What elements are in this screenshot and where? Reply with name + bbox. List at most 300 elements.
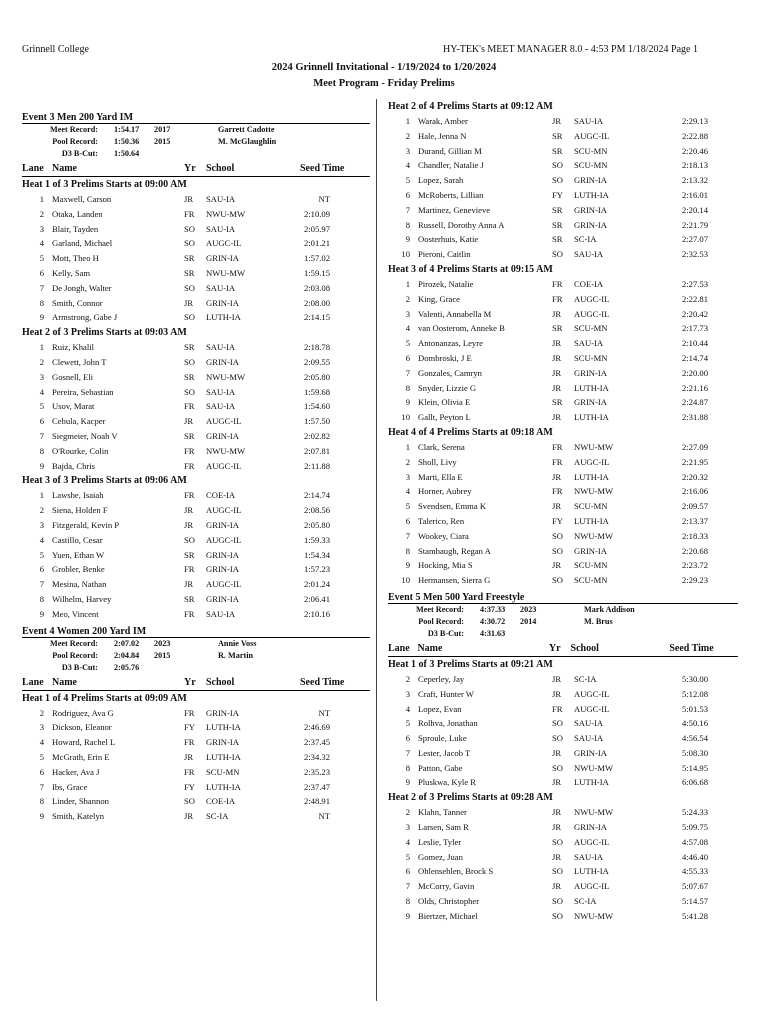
school-cell: NWU-MW	[206, 371, 246, 382]
record-label: D3 B-Cut:	[61, 149, 98, 158]
school-cell: SCU-MN	[574, 323, 608, 334]
seed-cell: 2:22.81	[681, 293, 708, 304]
record-time: 1:50.36	[114, 137, 140, 146]
table-row	[22, 765, 370, 780]
name-cell: Lester, Jacob T	[418, 747, 471, 758]
yr-cell: SR	[184, 430, 195, 441]
yr-cell: FR	[184, 460, 195, 471]
table-row	[22, 310, 370, 325]
yr-cell: JR	[184, 505, 194, 516]
school-cell: COE-IA	[206, 796, 236, 807]
school-cell: SC-IA	[574, 673, 597, 684]
name-cell: Hacker, Ava J	[52, 766, 100, 777]
name-cell: Durand, Gillian M	[418, 145, 482, 156]
name-cell: McRoberts, Lillian	[418, 189, 484, 200]
heat-title: Heat 1 of 3 Prelims Starts at 09:00 AM	[22, 179, 187, 190]
name-cell: Klein, Olivia E	[418, 397, 471, 408]
seed-cell: NT	[318, 811, 330, 822]
yr-cell: SR	[552, 219, 563, 230]
school-cell: SAU-IA	[206, 401, 236, 412]
school-cell: NWU-MW	[574, 910, 614, 921]
yr-cell: JR	[552, 560, 562, 571]
table-row	[388, 292, 738, 307]
record-time: 4:31.63	[480, 628, 506, 638]
right-column	[388, 99, 738, 928]
yr-cell: SR	[552, 130, 563, 141]
event-block	[22, 112, 370, 622]
table-row	[388, 484, 738, 499]
yr-cell: JR	[552, 807, 562, 818]
seed-cell: 2:11.88	[304, 460, 330, 471]
yr-cell: FR	[552, 486, 563, 497]
seed-cell: 2:09.55	[303, 356, 330, 367]
school-cell: NWU-MW	[206, 445, 246, 456]
lane-cell: 5	[405, 175, 410, 186]
name-cell: Mesina, Nathan	[52, 579, 107, 590]
lane-cell: 2	[39, 356, 44, 367]
yr-cell: JR	[552, 747, 562, 758]
name-cell: Mott, Theo H	[52, 253, 99, 264]
lane-cell: 1	[405, 278, 410, 289]
table-row	[22, 222, 370, 237]
record-time: 2:07.02	[114, 638, 140, 648]
school-cell: GRIN-IA	[574, 822, 607, 833]
yr-cell: JR	[552, 352, 562, 363]
yr-cell: FY	[552, 515, 563, 526]
table-row	[22, 281, 370, 296]
yr-cell: SO	[552, 175, 563, 186]
record-year	[154, 662, 194, 674]
seed-cell: 2:20.00	[681, 367, 708, 378]
table-row	[388, 499, 738, 514]
event-block	[22, 626, 370, 824]
lane-cell: 10	[401, 412, 410, 423]
record-label: D3 B-Cut:	[61, 662, 98, 672]
yr-cell: SR	[184, 549, 195, 560]
seed-cell: 1:59.68	[303, 386, 330, 397]
table-row	[388, 864, 738, 879]
table-row	[388, 879, 738, 894]
name-cell: Pieroni, Caitlin	[418, 249, 471, 260]
record-year	[154, 148, 194, 160]
name-cell: Ohlensehlen, Brock S	[418, 866, 494, 877]
record-year: 2014	[520, 616, 537, 626]
name-cell: Antonanzas, Leyre	[418, 338, 483, 349]
lane-cell: 3	[405, 822, 410, 833]
record-row	[388, 628, 738, 640]
school-cell: AUGC-IL	[574, 456, 610, 467]
name-cell: Grobler, Benke	[52, 564, 105, 575]
col-yr: Yr	[184, 163, 196, 174]
table-row	[22, 355, 370, 370]
seed-cell: 1:59.33	[303, 534, 330, 545]
records-block	[388, 603, 738, 640]
lane-cell: 4	[405, 836, 410, 847]
school-cell: NWU-MW	[574, 762, 614, 773]
name-cell: Wilhelm, Harvey	[52, 593, 112, 604]
table-row	[22, 385, 370, 400]
lane-cell: 4	[405, 323, 410, 334]
school-cell: NWU-MW	[574, 486, 614, 497]
yr-cell: SO	[184, 282, 195, 293]
yr-cell: SO	[552, 249, 563, 260]
lane-cell: 2	[405, 456, 410, 467]
lane-cell: 1	[405, 441, 410, 452]
yr-cell: JR	[552, 116, 562, 126]
table-row	[22, 577, 370, 592]
school-cell: SAU-IA	[206, 223, 236, 234]
name-cell: Russell, Dorothy Anna A	[418, 219, 505, 230]
name-cell: Linder, Shannon	[52, 796, 109, 807]
seed-cell: 5:30.00	[681, 673, 708, 684]
name-cell: Olds, Christopher	[418, 896, 480, 907]
yr-cell: SO	[552, 762, 563, 773]
school-cell: GRIN-IA	[206, 564, 239, 575]
table-row	[22, 809, 370, 824]
lane-cell: 3	[405, 145, 410, 156]
seed-cell: 2:27.53	[681, 278, 708, 289]
record-time: 4:30.72	[480, 616, 506, 626]
lane-cell: 3	[39, 371, 44, 382]
school-cell: GRIN-IA	[206, 549, 239, 560]
record-year	[520, 628, 560, 640]
seed-cell: NT	[318, 707, 330, 718]
yr-cell: JR	[552, 822, 562, 833]
name-cell: Lopez, Evan	[418, 703, 462, 714]
heat-title: Heat 2 of 3 Prelims Starts at 09:28 AM	[388, 792, 553, 804]
school-cell: AUGC-IL	[574, 703, 610, 714]
seed-cell: 1:57.02	[303, 253, 330, 264]
seed-cell: 2:09.57	[681, 501, 708, 512]
seed-cell: 2:27.09	[681, 441, 708, 452]
col-seed: Seed Time	[669, 642, 714, 654]
table-row	[388, 470, 738, 485]
lane-cell: 6	[405, 515, 410, 526]
seed-cell: 2:14.15	[303, 312, 330, 323]
seed-cell: 2:10.16	[303, 608, 330, 619]
record-holder: M. McGlaughlin	[218, 137, 277, 146]
seed-cell: 2:05.97	[303, 223, 330, 234]
seed-cell: 2:18.78	[303, 342, 330, 353]
table-row	[22, 370, 370, 385]
yr-cell: SO	[184, 223, 195, 234]
column-header	[22, 676, 370, 691]
yr-cell: FY	[552, 189, 563, 200]
seed-cell: 5:41.28	[681, 910, 708, 921]
seed-cell: 2:16.01	[681, 189, 708, 200]
yr-cell: SR	[552, 234, 563, 245]
yr-cell: SO	[184, 238, 195, 249]
lane-cell: 9	[405, 397, 410, 408]
school-cell: GRIN-IA	[206, 356, 239, 367]
lane-cell: 4	[405, 703, 410, 714]
name-cell: Patton, Gabe	[418, 762, 463, 773]
lane-cell: 5	[405, 501, 410, 512]
school-cell: SAU-IA	[206, 194, 236, 204]
school-cell: LUTH-IA	[206, 751, 241, 762]
yr-cell: FR	[552, 278, 563, 289]
lane-cell: 7	[39, 282, 44, 293]
lane-cell: 7	[39, 430, 44, 441]
table-row	[388, 158, 738, 173]
yr-cell: JR	[552, 777, 562, 788]
seed-cell: 2:48.91	[303, 796, 330, 807]
yr-cell: JR	[184, 194, 194, 204]
table-row	[388, 573, 738, 588]
name-cell: Rolhva, Jonathan	[418, 718, 478, 729]
table-row	[22, 399, 370, 414]
record-label: Pool Record:	[52, 650, 98, 660]
table-row	[22, 562, 370, 577]
lane-cell: 10	[401, 249, 410, 260]
col-yr: Yr	[548, 642, 561, 654]
lane-cell: 4	[39, 238, 44, 249]
column-header	[22, 162, 370, 177]
yr-cell: SO	[184, 534, 195, 545]
lane-cell: 9	[39, 312, 44, 323]
lane-cell: 6	[405, 733, 410, 744]
seed-cell: 2:21.16	[681, 382, 708, 393]
left-column	[22, 108, 370, 828]
name-cell: Bajda, Chris	[52, 460, 95, 471]
lane-cell: 7	[39, 781, 44, 792]
seed-cell: 2:08.00	[303, 297, 330, 308]
school-cell: GRIN-IA	[574, 219, 607, 230]
heat-title: Heat 3 of 4 Prelims Starts at 09:15 AM	[388, 263, 553, 275]
name-cell: Yuen, Ethan W	[52, 549, 105, 560]
seed-cell: 2:34.32	[303, 751, 330, 762]
name-cell: Hermansen, Sierra G	[418, 575, 491, 586]
school-cell: AUGC-IL	[206, 238, 242, 249]
table-row	[388, 529, 738, 544]
heat-title: Heat 1 of 4 Prelims Starts at 09:09 AM	[22, 692, 187, 704]
lane-cell: 2	[405, 293, 410, 304]
table-row	[22, 340, 370, 355]
school-cell: NWU-MW	[574, 530, 614, 541]
seed-cell: 2:10.09	[303, 208, 330, 219]
seed-cell: 2:29.23	[681, 575, 708, 586]
record-label: D3 B-Cut:	[427, 628, 464, 638]
school-cell: LUTH-IA	[574, 189, 609, 200]
lane-cell: 3	[39, 223, 44, 234]
name-cell: Martinez, Genevieve	[418, 204, 491, 215]
yr-cell: SO	[184, 796, 195, 807]
lane-cell: 4	[39, 534, 44, 545]
lane-cell: 5	[39, 401, 44, 412]
col-school: School	[206, 163, 235, 174]
table-row	[22, 794, 370, 809]
table-row	[22, 750, 370, 765]
lane-cell: 5	[39, 549, 44, 560]
name-cell: van Oosterom, Anneke B	[418, 323, 505, 334]
col-seed: Seed Time	[300, 163, 345, 174]
school-cell: LUTH-IA	[574, 412, 609, 423]
table-row	[22, 296, 370, 311]
yr-cell: JR	[552, 412, 562, 423]
record-time: 1:54.17	[114, 125, 140, 134]
yr-cell: FR	[552, 456, 563, 467]
name-cell: Armstrong, Gabe J	[52, 312, 118, 323]
school-cell: AUGC-IL	[574, 881, 610, 892]
lane-cell: 2	[39, 505, 44, 516]
yr-cell: SR	[552, 323, 563, 334]
lane-cell: 8	[405, 545, 410, 556]
lane-cell: 2	[405, 673, 410, 684]
yr-cell: FR	[184, 208, 195, 219]
seed-cell: 2:21.79	[681, 219, 708, 230]
table-row	[22, 251, 370, 266]
col-school: School	[206, 676, 235, 688]
lane-cell: 4	[405, 486, 410, 497]
table-row	[22, 207, 370, 222]
name-cell: Gallt, Peyton L	[418, 412, 471, 423]
seed-cell: 1:54.34	[303, 549, 330, 560]
seed-cell: 2:05.80	[303, 519, 330, 530]
yr-cell: FR	[184, 707, 195, 718]
yr-cell: JR	[552, 471, 562, 482]
records-block	[22, 123, 370, 160]
name-cell: Ruiz, Khalil	[52, 342, 95, 353]
table-row	[22, 488, 370, 503]
name-cell: Fitzgerald, Kevin P	[52, 519, 120, 530]
school-cell: SAU-IA	[574, 338, 604, 349]
lane-cell: 9	[39, 460, 44, 471]
school-cell: GRIN-IA	[574, 545, 607, 556]
lane-cell: 5	[405, 718, 410, 729]
table-row	[22, 414, 370, 429]
table-row	[22, 780, 370, 795]
seed-cell: 1:59.15	[303, 267, 330, 278]
name-cell: Hocking, Mia S	[418, 560, 473, 571]
name-cell: McGrath, Erin E	[52, 751, 110, 762]
name-cell: Cebula, Kacper	[52, 416, 106, 427]
event-title: Event 3 Men 200 Yard IM	[22, 112, 134, 123]
seed-cell: 4:46.40	[681, 851, 708, 862]
school-cell: GRIN-IA	[574, 175, 607, 186]
table-row	[22, 236, 370, 251]
software-stamp: HY-TEK's MEET MANAGER 8.0 - 4:53 PM 1/18/2024 Page 1	[443, 44, 698, 55]
seed-cell: 2:27.07	[681, 234, 708, 245]
seed-cell: 2:18.33	[681, 530, 708, 541]
yr-cell: SO	[552, 718, 563, 729]
lane-cell: 8	[405, 896, 410, 907]
records-block	[22, 637, 370, 674]
table-row	[22, 548, 370, 563]
table-row	[388, 232, 738, 247]
seed-cell: 2:24.87	[681, 397, 708, 408]
record-holder: Annie Voss	[218, 638, 257, 648]
col-yr: Yr	[184, 676, 196, 688]
table-row	[388, 731, 738, 746]
seed-cell: 2:14.74	[681, 352, 708, 363]
name-cell: Talerico, Ren	[418, 515, 465, 526]
name-cell: Dombroski, J E	[418, 352, 472, 363]
table-row	[22, 429, 370, 444]
seed-cell: 6:06.68	[681, 777, 708, 788]
seed-cell: 5:09.75	[681, 822, 708, 833]
name-cell: Horner, Aubrey	[418, 486, 472, 497]
table-row	[388, 716, 738, 731]
school-cell: NWU-MW	[206, 267, 246, 278]
record-row	[22, 148, 370, 160]
name-cell: Smith, Katelyn	[52, 811, 105, 822]
school-cell: SCU-MN	[206, 766, 240, 777]
lane-cell: 3	[405, 688, 410, 699]
school-cell: NWU-MW	[574, 441, 614, 452]
school-cell: AUGC-IL	[206, 416, 242, 427]
table-row	[388, 381, 738, 396]
table-row	[388, 366, 738, 381]
record-time: 4:37.33	[480, 604, 506, 614]
school-cell: AUGC-IL	[574, 688, 610, 699]
school-cell: SCU-MN	[574, 145, 608, 156]
record-holder	[194, 662, 218, 674]
yr-cell: SR	[184, 267, 195, 278]
lane-cell: 8	[39, 796, 44, 807]
name-cell: McCorry, Gavin	[418, 881, 475, 892]
yr-cell: SO	[184, 356, 195, 367]
name-cell: Pereira, Sebastian	[52, 386, 114, 397]
name-cell: Ceperley, Jay	[418, 673, 465, 684]
lane-cell: 1	[405, 116, 410, 126]
name-cell: Hale, Jenna N	[418, 130, 467, 141]
yr-cell: JR	[552, 338, 562, 349]
lane-cell: 7	[405, 367, 410, 378]
table-row	[388, 188, 738, 203]
school-cell: NWU-MW	[574, 807, 614, 818]
table-row	[388, 455, 738, 470]
yr-cell: FR	[184, 445, 195, 456]
name-cell: Craft, Hunter W	[418, 688, 474, 699]
org-name: Grinnell College	[22, 44, 89, 55]
yr-cell: FR	[184, 608, 195, 619]
seed-cell: 4:55.33	[681, 866, 708, 877]
table-row	[22, 706, 370, 721]
seed-cell: 2:21.95	[681, 456, 708, 467]
yr-cell: JR	[184, 416, 194, 427]
lane-cell: 8	[39, 445, 44, 456]
record-label: Meet Record:	[50, 638, 98, 648]
table-row	[388, 775, 738, 790]
column-divider	[376, 99, 377, 1001]
table-row	[388, 820, 738, 835]
school-cell: LUTH-IA	[206, 781, 241, 792]
seed-cell: 2:14.74	[303, 490, 330, 501]
seed-cell: 4:50.16	[681, 718, 708, 729]
yr-cell: SO	[184, 386, 195, 397]
school-cell: COE-IA	[574, 278, 604, 289]
seed-cell: 2:01.24	[303, 579, 330, 590]
school-cell: SAU-IA	[206, 386, 236, 397]
event-title: Event 5 Men 500 Yard Freestyle	[388, 591, 525, 603]
column-header	[388, 642, 738, 657]
table-row	[22, 720, 370, 735]
lane-cell: 8	[405, 382, 410, 393]
table-row	[388, 410, 738, 425]
record-row	[22, 650, 370, 662]
lane-cell: 2	[39, 208, 44, 219]
school-cell: SAU-IA	[206, 282, 236, 293]
seed-cell: 2:46.69	[303, 722, 330, 733]
record-label: Meet Record:	[50, 125, 98, 134]
yr-cell: SR	[552, 145, 563, 156]
record-row	[388, 616, 738, 628]
yr-cell: FR	[552, 441, 563, 452]
name-cell: Pluskwa, Kyle R	[418, 777, 477, 788]
table-row	[22, 533, 370, 548]
yr-cell: SR	[184, 593, 195, 604]
table-row	[388, 835, 738, 850]
